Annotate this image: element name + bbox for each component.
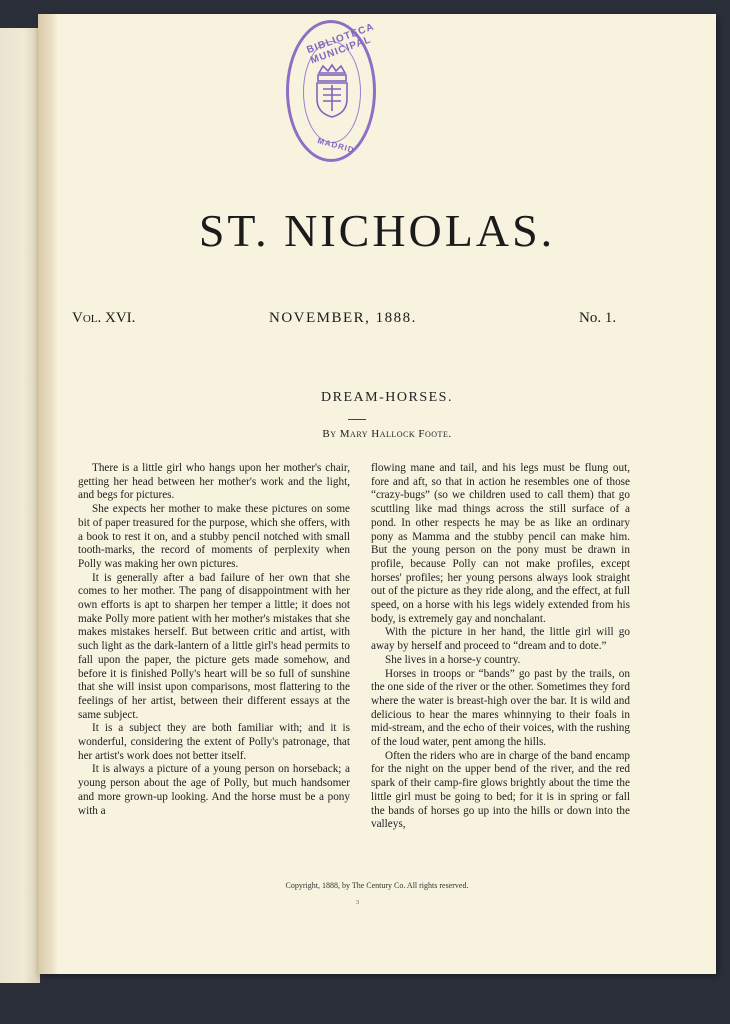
stamp-city-text: MADRID: [316, 136, 356, 155]
library-stamp: [286, 20, 376, 162]
paragraph: Often the riders who are in charge of the band encamp for the night on the upper bend of the river, and the red spark of their camp-fire glows brightly about the time the little girl must be going to bed; for it is in spring or fall the bands of horses go up into the hills or down into the valleys,: [371, 749, 630, 831]
title-divider: [348, 419, 366, 420]
paragraph: It is always a picture of a young person on horseback; a young person about the age of Polly, but much handsomer and more grown-up looking. And the horse must be a pony with a: [78, 763, 350, 817]
page-gutter: [38, 14, 58, 974]
page-number: 3: [356, 900, 359, 906]
stamp-ring-text: BIBLIOTECA MUNICIPAL: [305, 21, 376, 67]
article-title: DREAM-HORSES.: [321, 390, 453, 405]
paragraph: It is generally after a bad failure of her own that she comes to her mother. The pang of disappointment with her own efforts is apt to sharpen her temper a little; it does not make Polly more patient with her mother's mistakes that she makes mistakes herself. But between critic and artist, with such light as the dark-lantern of a little girl's head permits to fall upon the paper, the picture gets made somehow, and before it is finished Polly's heart will be so full of sunshine that she will insist upon comparisons, most flattering to the feelings of her artist, between their different essays at the same subject.: [78, 571, 350, 721]
paragraph: She lives in a horse-y country.: [385, 653, 521, 666]
magazine-page: [38, 14, 716, 974]
masthead-title: ST. NICHOLAS.: [198, 205, 556, 256]
paragraph: Horses in troops or “bands” go past by the trails, on the one side of the river or the other. Sometimes they ford where the water is breast-high over the bar. It is wild and delicious to hear the mares whinnying to their foals in mid-stream, and the echo of their voices, with the rushing of the loud water, pent among the hills.: [371, 667, 630, 749]
volume-label: Vol. XVI.: [72, 310, 136, 326]
text-column-left: [78, 462, 350, 818]
paragraph: It is a subject they are both familiar with; and it is wonderful, considering the extent of Polly's patronage, that her artist's work does not better itself.: [78, 722, 350, 762]
paragraph: With the picture in her hand, the little girl will go away by herself and proceed to “dream and to dote.”: [371, 626, 630, 653]
crest-icon: [309, 63, 355, 119]
text-column-right: [371, 462, 630, 832]
article-byline: By Mary Hallock Foote.: [322, 428, 452, 440]
paragraph: There is a little girl who hangs upon her mother's chair, getting her head between her mother's work and the light, and begs for pictures.: [78, 462, 350, 502]
issue-number: No. 1.: [579, 310, 617, 326]
facing-page-edge: [0, 28, 40, 983]
issue-date: NOVEMBER, 1888.: [269, 310, 417, 326]
paragraph: She expects her mother to make these pictures on some bit of paper treasured for the purpose, which she offers, with a book to rest it on, and a stubby pencil notched with small tooth-marks, the record of moments of perplexity when Polly was making her own pictures.: [78, 503, 350, 570]
paragraph: flowing mane and tail, and his legs must be flung out, fore and aft, so that in action he resembles one of those “crazy-bugs” (so we children used to call them) that go scuttling like mad things across the still surface of a pond. In other respects he may be as like an ordinary pony as Mamma and the stubby pencil can make him. But the young person on the pony must be drawn in profile, because Polly can not make profiles, except horses' profiles; her young persons always look straight out of the picture as they ride along, and the effect, at full speed, on a horse with his legs widely extended from his body, is extremely gay and nonchalant.: [371, 462, 630, 625]
copyright-notice: Copyright, 1888, by The Century Co. All rights reserved.: [285, 881, 469, 890]
